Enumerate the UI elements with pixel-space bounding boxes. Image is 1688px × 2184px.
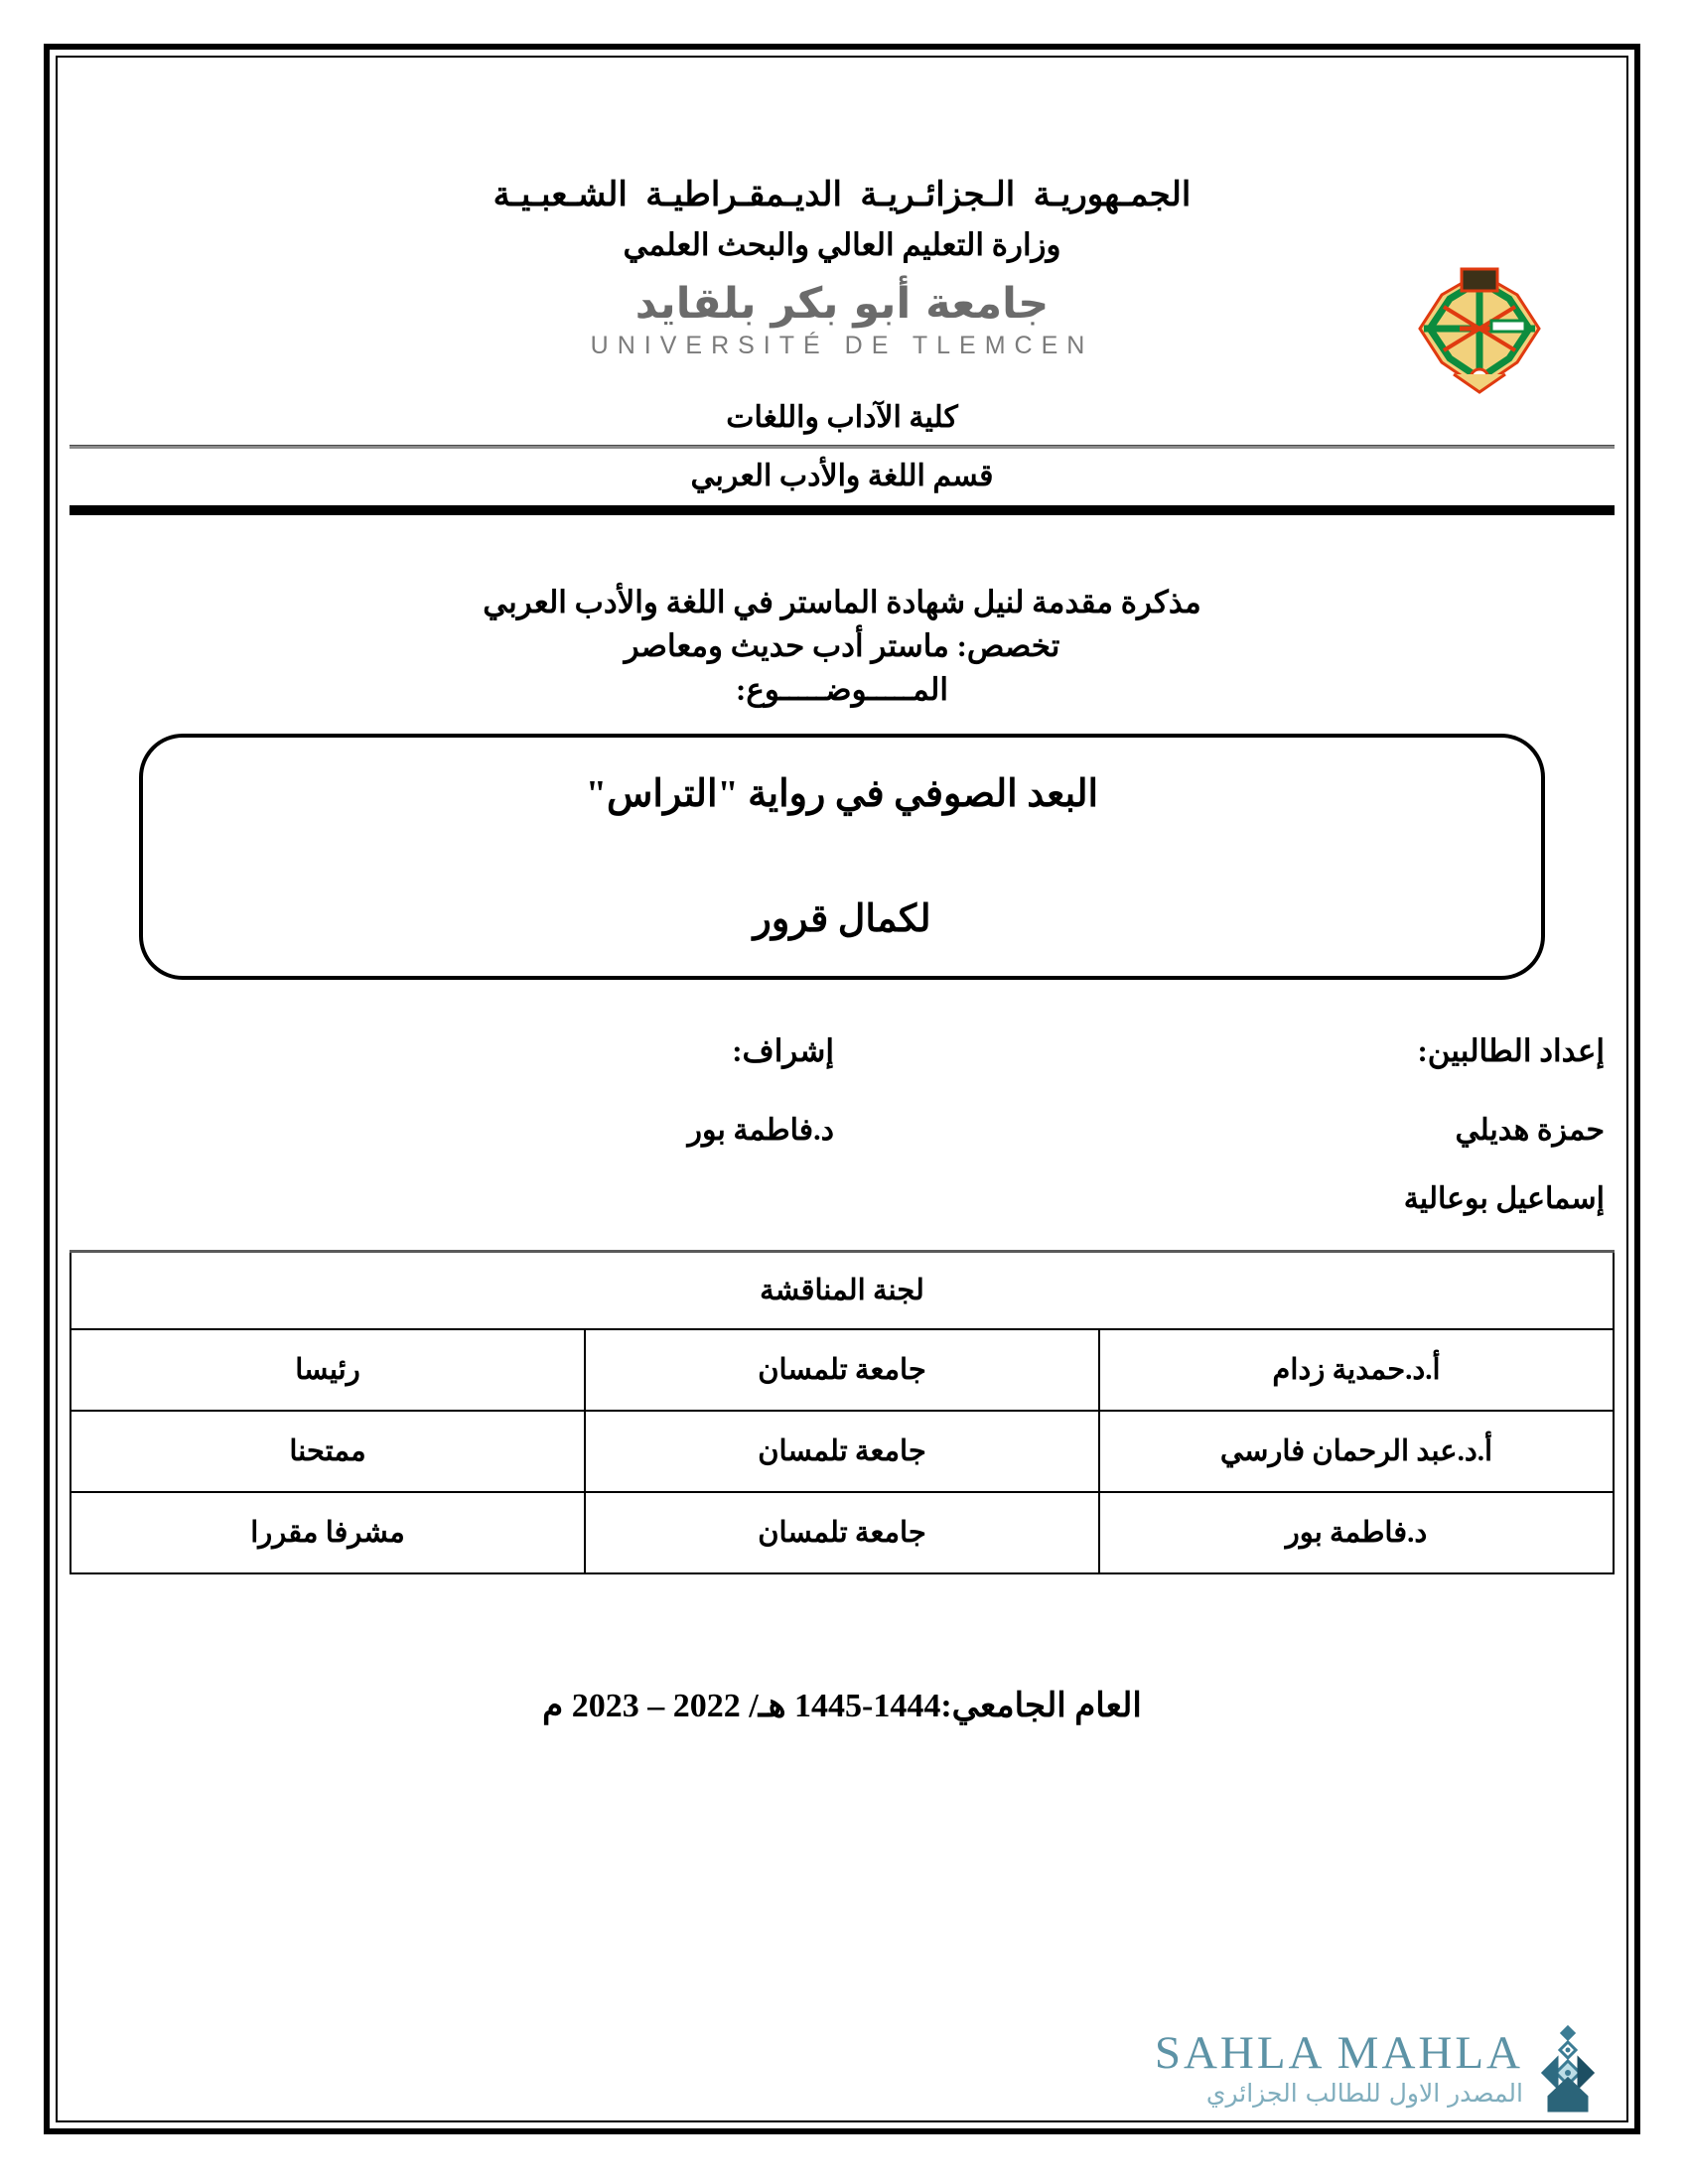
watermark-subtitle: المصدر الاول للطالب الجزائري (1205, 2079, 1523, 2108)
department-line: قسم اللغة والأدب العربي (690, 459, 994, 492)
specialty-line: تخصص: ماستر أدب حديث ومعاصر (624, 627, 1060, 663)
jury-member-name: د.فاطمة بور (1099, 1492, 1614, 1573)
university-name-french: UNIVERSITÉ DE TLEMCEN (590, 331, 1094, 359)
subject-label: المـــــوضـــــوع: (736, 671, 948, 707)
table-row (70, 1329, 1614, 1411)
watermark-texts (1154, 2027, 1523, 2108)
jury-member-university: جامعة تلمسان (585, 1411, 1099, 1492)
jury-member-role: رئيسا (70, 1329, 585, 1411)
degree-line: مذكرة مقدمة لنيل شهادة الماستر في اللغة والأدب العربي (483, 584, 1201, 619)
university-logo-text (70, 278, 1615, 360)
table-row (70, 1411, 1614, 1492)
supervisor-label: إشراف: (732, 1032, 834, 1068)
jury-member-name: أ.د.عبد الرحمان فارسي (1099, 1411, 1614, 1492)
university-name-arabic: جامعة أبو بكر بلقايد (634, 278, 1050, 329)
watermark-title: SAHLA MAHLA (1154, 2027, 1523, 2079)
student-name-1: حمزة هديلي (1455, 1113, 1605, 1147)
thesis-title-main: البعد الصوفي في رواية "التراس" (585, 772, 1099, 815)
academic-year: العام الجامعي:1444-1445 هـ/ 2022 – 2023 م (542, 1687, 1142, 1724)
divider-black (70, 505, 1615, 515)
ministry-line: وزارة التعليم العالي والبحث العلمي (623, 226, 1061, 262)
university-logo-band (70, 279, 1615, 396)
jury-heading: لجنة المناقشة (70, 1251, 1614, 1329)
republic-line: الجمـهوريـة الـجزائـريـة الديـمقـراطيـة الشـعبـيـة (492, 177, 1192, 213)
jury-table-heading-row (70, 1251, 1614, 1329)
thesis-title-box (139, 734, 1545, 980)
page-content (70, 68, 1615, 2109)
faculty-line: كلية الآداب واللغات (726, 400, 958, 434)
students-label: إعداد الطالبين: (1417, 1032, 1605, 1068)
table-row (70, 1492, 1614, 1573)
thesis-title-author: لكمال قرور (753, 898, 931, 941)
thesis-statement (70, 581, 1615, 708)
sahla-mahla-logo-icon (1535, 2023, 1601, 2115)
jury-table (70, 1250, 1615, 1574)
jury-member-university: جامعة تلمسان (585, 1329, 1099, 1411)
document-header (70, 68, 1615, 265)
people-section (70, 1033, 1615, 1242)
supervisor-column (397, 1033, 834, 1148)
university-emblem-icon (1414, 267, 1545, 396)
students-column (1088, 1033, 1605, 1216)
jury-member-role: ممتحنا (70, 1411, 585, 1492)
student-name-2: إسماعيل بوعالية (1403, 1181, 1605, 1215)
jury-member-role: مشرفا مقررا (70, 1492, 585, 1573)
jury-member-name: أ.د.حمدية زدام (1099, 1329, 1614, 1411)
sahla-mahla-watermark (1155, 2023, 1601, 2115)
jury-member-university: جامعة تلمسان (585, 1492, 1099, 1573)
supervisor-name: د.فاطمة بور (687, 1113, 834, 1147)
